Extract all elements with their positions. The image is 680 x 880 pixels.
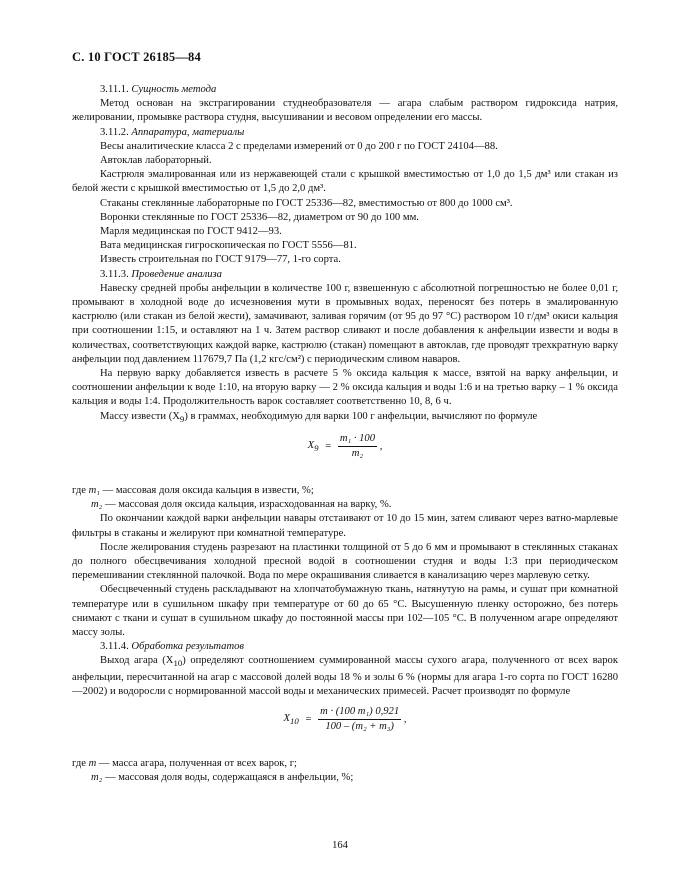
section-heading <box>72 268 618 282</box>
subscript: 10 <box>173 658 183 669</box>
paragraph: Навеску средней пробы анфельции в количестве 100 г, взвешенную с абсолютной погрешностью не более 0,01 г, промывают в холодной воде до исчезновения мути в промывных водах, переносят без потерь в эмалированную кастрюлю (или стакан из белой жести), замачивают, заливая горячим (от 95 до 97 °С) раствором 10 г/дм³ окиси кальция при соотношении 1:15, и оставляют на 1 ч. Затем раствор сливают и после добавления к анфельции извести и воды в количествах, соответствующих каждой варке, кастрюлю (стакан) помещают в автоклав, где проводят трехкратную варку анфельции под давлением 117679,7 Па (1,2 кгс/см²) с периодическим сливом наваров. <box>72 282 618 365</box>
text-run: ) в граммах, необходимую для варки 100 г анфельции, вычисляют по формуле <box>184 410 538 422</box>
paragraph: Метод основан на экстрагировании студнеобразователя — агара слабым раствором гидроксида натрия, желировании, промывке раствора студня, высушивании и весовом определении его массы. <box>72 98 618 124</box>
formula-symbol: X <box>283 712 291 724</box>
formula-fraction <box>338 432 377 461</box>
paragraph: По окончании каждой варки анфельции навары отстаивают от 10 до 15 мин, затем сливают через ватно-марлевые фильтры в стаканы и желируют при комнатной температуре. <box>72 513 618 539</box>
formula-numerator: m · (100 m₁) 0,921 <box>318 705 401 720</box>
formula-agar-yield <box>72 705 618 751</box>
formula-lhs <box>308 439 319 455</box>
paragraph <box>72 654 618 699</box>
section-number: 3.11.2. <box>100 126 129 138</box>
paragraph: После желирования студень разрезают на пластинки толщиной от 5 до 6 мм и промывают в стеклянных стаканах до полного обесцвечивания холодной пресной водой в соотношении студня и воды 1:3 при периодическом перемешивании стеклянной палочкой. Вода по мере окрашивания сливается в канализацию через марлевую сетку. <box>72 541 618 582</box>
section-title: Обработка результатов <box>131 641 245 653</box>
formula-denominator: m₂ <box>351 448 364 460</box>
paragraph: Обесцвеченный студень раскладывают на хлопчатобумажную ткань, натянутую на рамы, и сушат при комнатной температуре или в сушильном шкафу при температуре от 60 до 65 °С. Высушенную пленку осторожно, без потерь снимают с ткани и сушат в сушильном шкафу до постоянной массы при 102—105 °С. В полученном агаре определяют массу золы. <box>72 584 618 639</box>
paragraph <box>72 410 618 426</box>
equipment-item: Стаканы стеклянные лабораторные по ГОСТ 25336—82, вместимостью от 800 до 1000 см³. <box>100 197 513 209</box>
equipment-item: Марля медицинская по ГОСТ 9412—93. <box>100 226 282 238</box>
formula-denominator: 100 – (m₂ + m₃) <box>325 721 394 733</box>
legend-symbol: m₂ <box>91 772 103 784</box>
section-heading <box>72 640 618 654</box>
legend-symbol: m <box>88 758 97 770</box>
formula-lhs <box>284 712 299 728</box>
formula-subscript: 10 <box>290 715 299 726</box>
subscript: 9 <box>179 413 185 424</box>
section-heading <box>72 83 618 97</box>
formula-legend-item <box>72 757 618 771</box>
paragraph: На первую варку добавляется известь в расчете 5 % оксида кальция к массе, взятой на варку анфельции, и соотношении анфельции к воде 1:10, на вторую варку — 2 % оксида кальция и воды 1:6 и на третью варку – 1 % оксида кальция и воды 1:4. Продолжительность варок составляет соответственно 10, 8, 6 ч. <box>72 368 618 408</box>
equipment-item: Автоклав лабораторный. <box>100 155 212 167</box>
text-run: Массу извести (X <box>100 410 180 422</box>
page-number: 164 <box>332 840 348 851</box>
section-heading <box>72 126 618 140</box>
legend-text: — массовая доля оксида кальция, израсходованная на варку, %. <box>105 499 392 511</box>
section-number: 3.11.3. <box>100 268 129 280</box>
legend-symbol: m₁ <box>88 484 100 496</box>
legend-text: — массовая доля оксида кальция в извести, %; <box>102 484 314 496</box>
formula-legend-item <box>72 484 618 498</box>
formula-equals: = <box>305 713 312 725</box>
formula-legend-item <box>72 771 618 785</box>
page-header: С. 10 ГОСТ 26185—84 <box>72 50 201 64</box>
legend-lead: где <box>72 758 86 770</box>
text-run: ) определяют соотношением суммированной массы сухого агара, полученного от всех варок анфельции, пересчитанной на агар с массовой долей воды 18 % и золы 6 % (нормы для агара 1-го сорта по ГОСТ 16280—2002) и водоросли с нормированной массой воды и механических примесей. Расчет производят по формуле <box>72 655 618 697</box>
text-run: Выход агара (X <box>100 655 174 667</box>
equipment-item: Кастрюля эмалированная или из нержавеющей стали с крышкой вместимостью от 1,0 до 1,5 дм³ или стакан из белой жести с крышкой вместимостью от 1,5 до 2,0 дм³. <box>72 169 618 195</box>
section-title: Сущность метода <box>131 84 217 95</box>
equipment-item: Вата медицинская гигроскопическая по ГОСТ 5556—81. <box>100 240 357 252</box>
formula-fraction <box>318 705 401 734</box>
section-title: Аппаратура, материалы <box>131 126 245 138</box>
formula-symbol: X <box>307 439 315 451</box>
equipment-item: Весы аналитические класса 2 с пределами измерений от 0 до 200 г по ГОСТ 24104—88. <box>100 140 498 152</box>
legend-lead: где <box>72 484 86 496</box>
formula-legend-item <box>72 498 618 512</box>
document-body <box>72 83 618 786</box>
formula-comma: , <box>379 441 383 453</box>
section-number: 3.11.4. <box>100 641 129 653</box>
formula-equals: = <box>325 440 332 452</box>
legend-symbol: m₂ <box>91 499 103 511</box>
section-title: Проведение анализа <box>131 268 222 280</box>
legend-text: — масса агара, полученная от всех варок, г; <box>98 758 298 770</box>
equipment-item: Воронки стеклянные по ГОСТ 25336—82, диаметром от 90 до 100 мм. <box>100 211 419 223</box>
formula-comma: , <box>403 714 407 726</box>
formula-subscript: 9 <box>314 442 319 453</box>
section-number: 3.11.1. <box>100 84 129 95</box>
formula-lime-mass <box>72 432 618 478</box>
equipment-item: Известь строительная по ГОСТ 9179—77, 1-го сорта. <box>100 254 341 266</box>
legend-text: — массовая доля воды, содержащаяся в анфельции, %; <box>105 772 354 784</box>
formula-numerator: m₁ · 100 <box>338 432 377 447</box>
